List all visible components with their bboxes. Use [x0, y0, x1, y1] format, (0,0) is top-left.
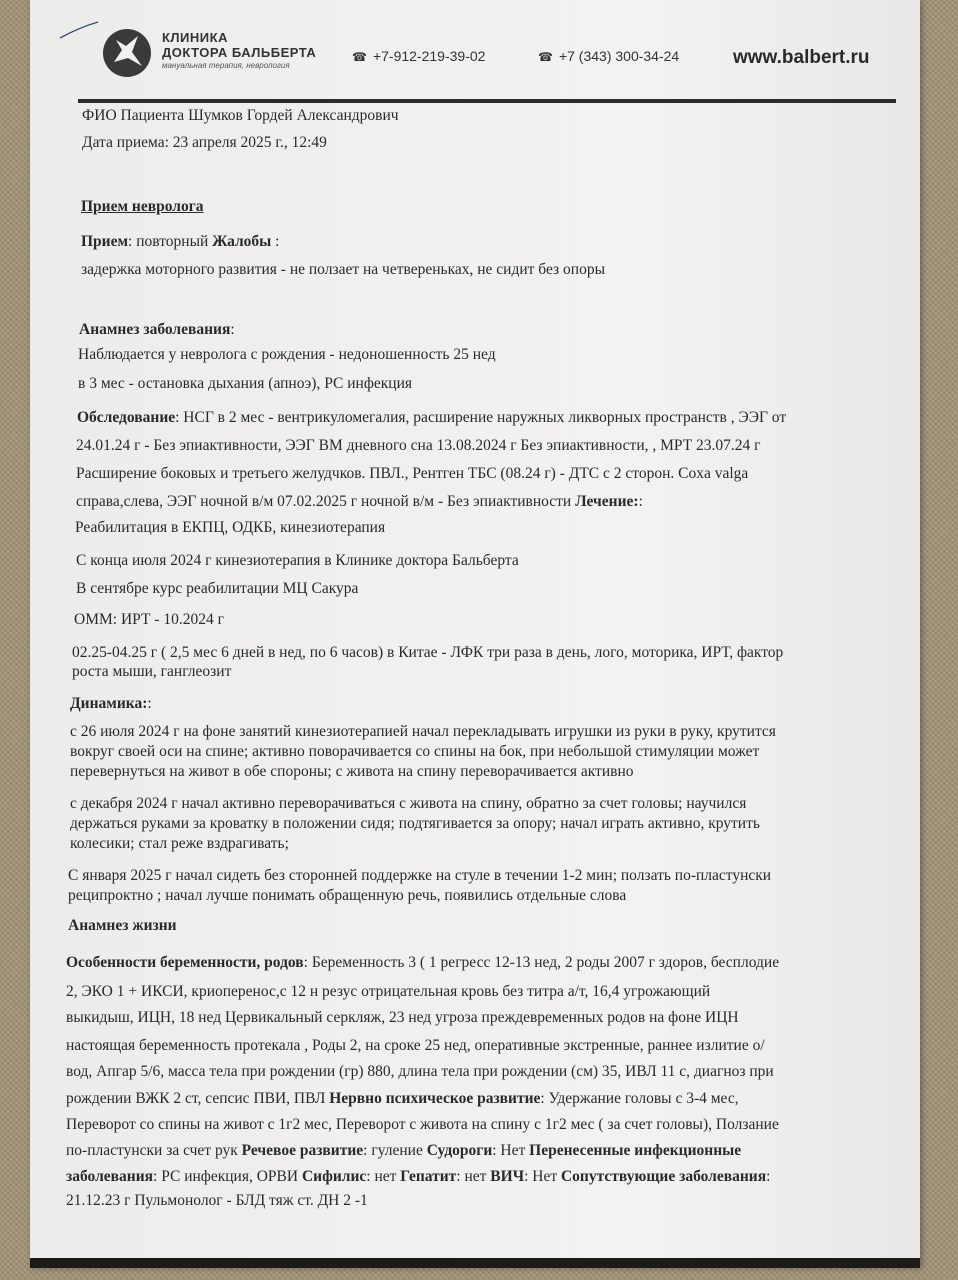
dynamics-2-line-3: колесики; стал реже вздрагивать;: [70, 835, 289, 852]
dynamics-1-line-3: перевернуться на живот в обе спороны; с живота на спину переворачивается активно: [70, 763, 634, 780]
infections-label-1: Перенесенные инфекционные: [529, 1142, 742, 1159]
pregnancy-line-1: [66, 953, 779, 972]
seizures-label: Судороги: [426, 1142, 493, 1159]
hiv-value: : Нет: [524, 1168, 561, 1185]
clinic-name-line2: ДОКТОРА БАЛЬБЕРТА: [162, 45, 317, 60]
phone-mobile: [352, 48, 485, 64]
dynamics-3-line-2: реципроктно ; начал лучше понимать обращенную речь, появились отдельные слова: [68, 887, 627, 904]
clinic-website: www.balbert.ru: [733, 47, 870, 68]
exam-line-2: 24.01.24 г - Без эпиактивности, ЭЭГ ВМ дневного сна 13.08.2024 г Без эпиактивности, , МРТ 23.07.24 г: [76, 437, 761, 454]
treatment-label: Лечение:: [575, 493, 639, 510]
infections-value: : РС инфекция, ОРВИ: [153, 1168, 302, 1185]
doc-title: [81, 197, 204, 216]
anamnesis-colon: :: [230, 321, 235, 338]
dynamics-1-line-1: с 26 июля 2024 г на фоне занятий кинезиотерапией начал перекладывать игрушки из руки в руку, крутится: [70, 723, 776, 740]
speech-value: : гуление: [363, 1142, 427, 1159]
treatment-line-2: С конца июля 2024 г кинезиотерапия в Клинике доктора Бальберта: [76, 552, 519, 569]
pregnancy-line-5: вод, Апгар 5/6, масса тела при рождении (гр) 880, длина тела при рождении (см) 35, ИВЛ 11 с, диагноз при: [66, 1063, 774, 1080]
comorbidities-label: Сопутствующие заболевания: [560, 1168, 767, 1185]
exam-line-4: [76, 492, 643, 511]
complaints-label: Жалобы: [212, 233, 272, 250]
patient-name: ФИО Пациента Шумков Гордей Александрович: [82, 107, 399, 124]
infections-line: [66, 1167, 770, 1186]
clinic-logo-icon: [96, 26, 158, 80]
dynamics-3-line-1: С января 2025 г начал сидеть без сторонней поддержке на стуле в течении 1-2 мин; ползать по-пластунски: [68, 867, 772, 884]
complaints-text: задержка моторного развития - не ползает на четвереньках, не сидит без опоры: [81, 261, 606, 278]
phone-landline: [538, 48, 679, 64]
doc-title-text: Прием невролога: [81, 198, 204, 215]
syphilis-label: Сифилис: [301, 1168, 367, 1185]
life-anamnesis-title: [68, 916, 177, 935]
pregnancy-line-3: выкидыш, ИЦН, 18 нед Цервикальный серкляж, 23 нед угроза преждевременных родов на фоне ИЦН: [66, 1009, 739, 1026]
exam-text-4: справа,слева, ЭЭГ ночной в/м 07.02.2025 г ночной в/м - Без эпиактивности: [76, 493, 576, 510]
visit-value: : повторный: [128, 233, 213, 250]
comorbidities-colon: :: [766, 1168, 771, 1185]
visit-label: Прием: [81, 233, 129, 250]
treatment-line-1: Реабилитация в ЕКПЦ, ОДКБ, кинезиотерапия: [75, 519, 386, 536]
dark-bottom-edge: [30, 1258, 920, 1268]
pregnancy-line-4: настоящая беременность протекала , Роды 2, на сроке 25 нед, оперативные экстренные, раннее излитие о/: [66, 1037, 765, 1054]
pregnancy-text-6: рождении ВЖК 2 ст, сепсис ПВИ, ПВЛ: [66, 1090, 330, 1107]
neuro-dev-text-1: : Удержание головы с 3-4 мес,: [540, 1090, 739, 1107]
visit-date: Дата приема: 23 апреля 2025 г., 12:49: [82, 134, 327, 151]
phone-icon: ☎: [538, 50, 553, 64]
exam-label: Обследование: [77, 409, 176, 426]
exam-text-1: : НСГ в 2 мес - вентрикуломегалия, расширение наружных ликворных пространств , ЭЭГ от: [175, 409, 787, 426]
visit-complaints-line: [81, 232, 279, 251]
dynamics-1-line-2: вокруг своей оси на спине; активно поворачивается со спины на бок, при небольшой стимуляции может: [70, 743, 760, 760]
dynamics-2-line-2: держаться руками за кроватку в положении сидя; подтягивается за опору; начал играть активно, крутить: [70, 815, 760, 832]
neuro-dev-text-3: по-пластунски за счет рук: [66, 1142, 242, 1159]
hepatitis-label: Гепатит: [400, 1168, 457, 1185]
syphilis-value: : нет: [366, 1168, 401, 1185]
treatment-line-3: В сентябре курс реабилитации МЦ Сакура: [76, 580, 359, 597]
treatment-line-5: 02.25-04.25 г ( 2,5 мес 6 дней в нед, по 6 часов) в Китае - ЛФК три раза в день, лого, моторика, ИРТ, фактор: [72, 644, 784, 661]
anamnesis-title: [79, 320, 235, 339]
clinic-name-line1: КЛИНИКА: [162, 30, 228, 45]
speech-seizures-line: [66, 1141, 741, 1160]
clinic-name: [162, 30, 316, 71]
phone-mobile-number: +7-912-219-39-02: [372, 48, 486, 64]
comorbidities-value: 21.12.23 г Пульмонолог - БЛД тяж ст. ДН 2 -1: [66, 1192, 368, 1209]
pregnancy-text-1: : Беременность 3 ( 1 регресс 12-13 нед, 2 роды 2007 г здоров, бесплодие: [303, 954, 780, 971]
hiv-label: ВИЧ: [490, 1168, 525, 1185]
dynamics-colon: :: [147, 695, 152, 712]
phone-icon: ☎: [352, 50, 367, 64]
pregnancy-line-2: 2, ЭКО 1 + ИКСИ, криоперенос,с 12 н резус отрицательная кровь без титра а/т, 16,4 угрожающий: [66, 983, 711, 1000]
anamnesis-line-1: Наблюдается у невролога с рождения - недоношенность 25 нед: [78, 346, 496, 363]
treatment-line-6: роста мыши, ганглеозит: [72, 663, 232, 680]
dynamics-title: [70, 694, 152, 713]
exam-line-3: Расширение боковых и третьего желудчков. ПВЛ., Рентген ТБС (08.24 г) - ДТС с 2 сторон. Coxa valga: [76, 465, 749, 482]
pregnancy-label: Особенности беременности, родов: [66, 954, 304, 971]
hepatitis-value: : нет: [456, 1168, 491, 1185]
complaints-colon: :: [271, 233, 280, 250]
pregnancy-line-6: [66, 1089, 739, 1108]
anamnesis-title-text: Анамнез заболевания: [79, 321, 231, 338]
exam-line-1: [77, 408, 786, 427]
anamnesis-line-2: в 3 мес - остановка дыхания (апноэ), РС инфекция: [78, 375, 412, 392]
neuro-dev-label: Нервно психическое развитие: [329, 1090, 541, 1107]
life-anamnesis-title-text: Анамнез жизни: [68, 917, 177, 934]
neuro-dev-line-2: Переворот со спины на живот с 1г2 мес, Переворот с живота на спину с 1г2 мес ( за счет головы), Ползание: [66, 1116, 779, 1133]
header-divider: [78, 99, 896, 103]
treatment-colon: :: [638, 493, 643, 510]
dynamics-title-text: Динамика:: [70, 695, 148, 712]
clinic-subtitle: мануальная терапия, неврология: [162, 61, 290, 70]
phone-landline-number: +7 (343) 300-34-24: [558, 48, 680, 64]
treatment-line-4: ОММ: ИРТ - 10.2024 г: [74, 611, 224, 628]
dynamics-2-line-1: с декабря 2024 г начал активно переворачиваться с живота на спину, обратно за счет головы; научился: [70, 795, 747, 812]
seizures-value: : Нет: [492, 1142, 530, 1159]
infections-label-2: заболевания: [66, 1168, 154, 1185]
speech-label: Речевое развитие: [241, 1142, 364, 1159]
